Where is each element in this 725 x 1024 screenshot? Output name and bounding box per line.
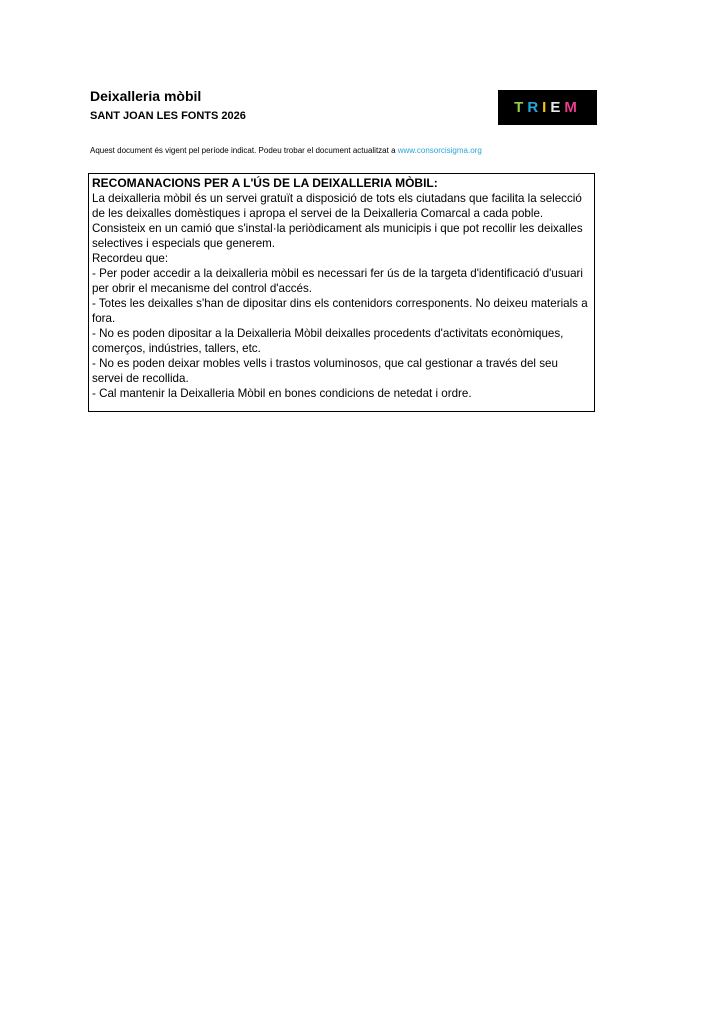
triem-logo [498,90,597,125]
recommendation-item: - No es poden dipositar a la Deixalleria Mòbil deixalles procedents d'activitats econòmiques, comerços, indústries, tallers, etc. [92,327,564,355]
recommendation-item: - Totes les deixalles s'han de dipositar dins els contenidors corresponents. No deixeu materials a fora. [92,297,588,325]
document-title: Deixalleria mòbil [90,88,202,104]
validity-notice-text: Aquest document és vigent pel període indicat. Podeu trobar el document actualitzat a [90,146,398,155]
recommendation-paragraph: Recordeu que: [92,252,169,265]
logo-letter-t: T [514,99,528,116]
logo-letter-r: R [527,99,543,116]
consorci-link[interactable]: www.consorcisigma.org [397,146,482,155]
recommendation-item: - No es poden deixar mobles vells i trastos voluminosos, que cal gestionar a través del seu servei de recollida. [92,357,558,385]
logo-letter-i: I [542,99,551,116]
logo-letter-e: E [550,99,565,116]
logo-letter-m: M [564,99,581,116]
recommendation-item: - Per poder accedir a la deixalleria mòbil es necessari fer ús de la targeta d'identificació d'usuari per obrir el mecanisme del control d'accés. [92,267,583,295]
recommendations-heading: RECOMANACIONS PER A L'ÚS DE LA DEIXALLERIA MÒBIL: [92,176,438,190]
recommendation-paragraph: La deixalleria mòbil és un servei gratuït a disposició de tots els ciutadans que facilita la selecció de les deixalles domèstiques i apropa el servei de la Deixalleria Comarcal a cada poble. [92,192,582,220]
validity-notice [90,146,482,155]
document-subtitle: SANT JOAN LES FONTS 2026 [90,110,246,122]
recommendations-box [88,173,595,412]
recommendation-paragraph: Consisteix en un camió que s'instal·la periòdicament als municipis i que pot recollir les deixalles selectives i especials que generem. [92,222,583,250]
recommendation-item: - Cal mantenir la Deixalleria Mòbil en bones condicions de netedat i ordre. [92,387,472,400]
